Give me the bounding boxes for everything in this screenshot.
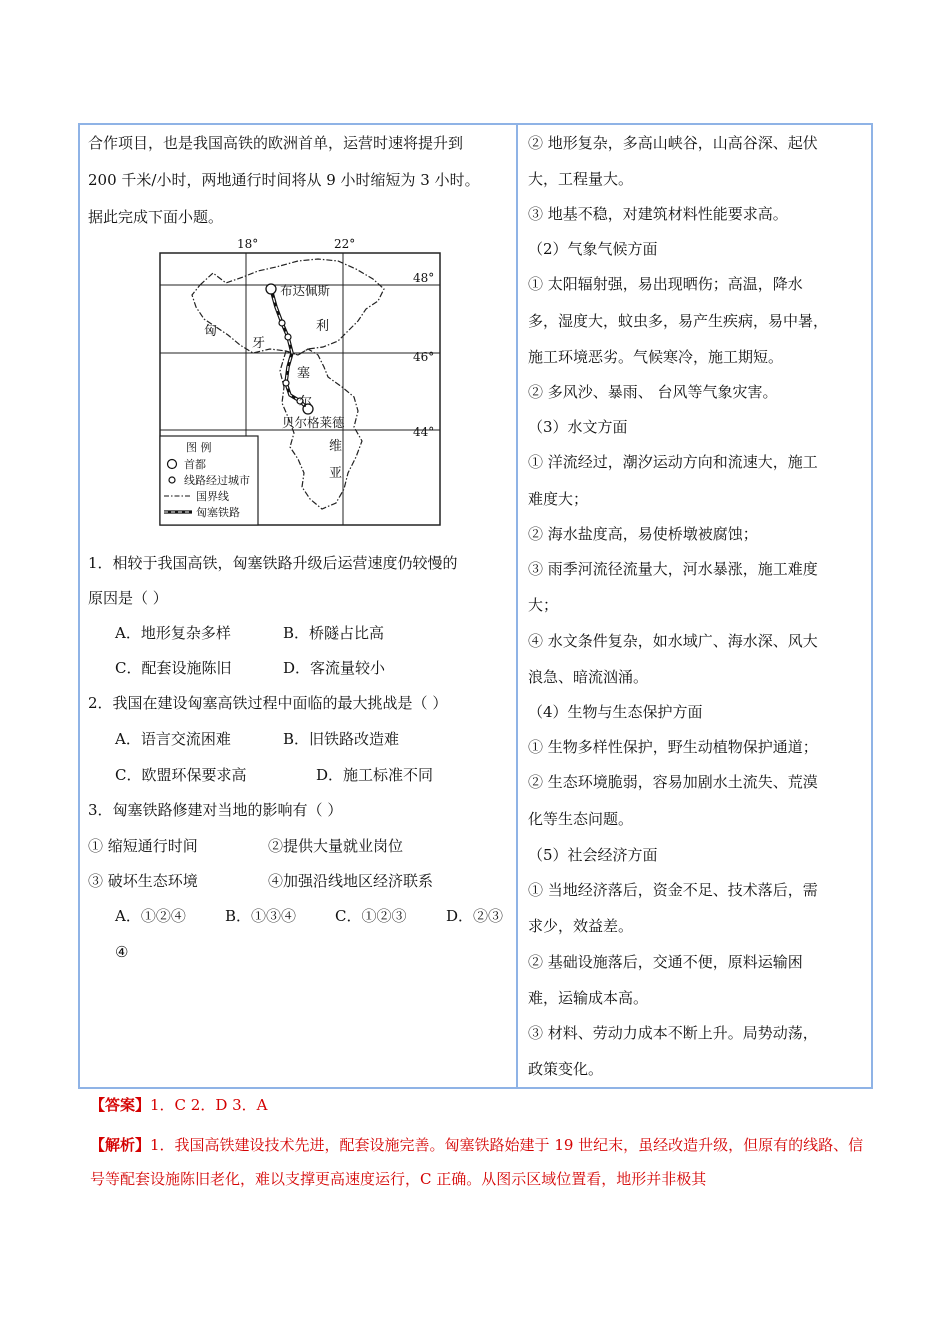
city-marker <box>283 380 289 386</box>
q2-option-b[interactable]: B．旧铁路改造难 <box>283 730 400 748</box>
belgrade-label: 贝尔格莱德 <box>282 415 345 430</box>
lat-label-48: 48° <box>413 271 435 285</box>
right-line: ① 太阳辐射强，易出现晒伤；高温，降水 <box>528 275 803 293</box>
answer-tag: 【答案】 <box>90 1096 151 1114</box>
right-section-heading: （5）社会经济方面 <box>528 846 658 864</box>
right-section-heading: （4）生物与生态保护方面 <box>528 703 703 721</box>
legend-border-label: 国界线 <box>196 490 229 503</box>
budapest-capital-marker <box>266 284 276 294</box>
q1-option-b[interactable]: B．桥隧占比高 <box>283 624 385 642</box>
legend-city-label: 线路经过城市 <box>184 474 250 487</box>
hungary-label-3: 利 <box>316 319 330 334</box>
serbia-label-1: 塞 <box>297 366 311 381</box>
legend-title: 图 例 <box>186 441 212 454</box>
right-line: 难，运输成本高。 <box>528 989 649 1007</box>
legend-capital-label: 首都 <box>184 458 206 471</box>
right-line: 求少，效益差。 <box>528 917 634 935</box>
q3-item-3: ③ 破坏生态环境 <box>88 872 198 890</box>
city-marker <box>285 334 291 340</box>
right-line: ② 生态环境脆弱，容易加剧水土流失、荒漠 <box>528 773 818 791</box>
right-line: ③ 地基不稳，对建筑材料性能要求高。 <box>528 205 788 223</box>
q3-option-d[interactable]: D．②③ <box>446 907 504 925</box>
serbia-label-4: 亚 <box>329 466 343 481</box>
lat-label-46: 46° <box>413 350 435 364</box>
q3-stem: 3．匈塞铁路修建对当地的影响有（ ） <box>88 801 343 819</box>
q3-option-a[interactable]: A．①②④ <box>115 907 186 925</box>
right-line: ④ 水文条件复杂，如水域广、海水深、风大 <box>528 632 818 650</box>
q2-stem: 2．我国在建设匈塞高铁过程中面临的最大挑战是（ ） <box>88 694 448 712</box>
right-line: 政策变化。 <box>528 1060 604 1078</box>
analysis-tag: 【解析】 <box>90 1136 151 1154</box>
q3-item-4: ④加强沿线地区经济联系 <box>268 872 434 890</box>
analysis-paragraph <box>90 1128 870 1196</box>
right-line: ③ 雨季河流径流量大，河水暴涨，施工难度 <box>528 560 818 578</box>
q3-item-2: ②提供大量就业岗位 <box>268 837 404 855</box>
legend-railway-label: 匈塞铁路 <box>196 506 240 519</box>
right-line: ① 当地经济落后，资金不足、技术落后，需 <box>528 881 818 899</box>
right-line: ① 洋流经过，潮汐运动方向和流速大，施工 <box>528 453 818 471</box>
q1-option-c[interactable]: C．配套设施陈旧 <box>115 659 232 677</box>
lon-label-22: 22° <box>334 237 356 251</box>
lat-label-44: 44° <box>413 425 435 439</box>
intro-line-2: 200 千米/小时，两地通行时间将从 9 小时缩短为 3 小时。 <box>88 171 480 189</box>
answer-line <box>90 1094 268 1115</box>
right-section-heading: （2）气象气候方面 <box>528 240 658 258</box>
right-line: 多，湿度大，蚊虫多，易产生疾病，易中暑， <box>528 312 829 330</box>
serbia-label-3: 维 <box>329 439 343 454</box>
q2-option-a[interactable]: A．语言交流困难 <box>115 730 231 748</box>
right-line: ② 多风沙、暴雨、 台风等气象灾害。 <box>528 383 778 401</box>
right-line: ① 生物多样性保护，野生动植物保护通道； <box>528 738 818 756</box>
right-line: ② 基础设施落后，交通不便，原料运输困 <box>528 953 803 971</box>
q3-item-1: ① 缩短通行时间 <box>88 837 198 855</box>
right-line: 大； <box>528 596 559 614</box>
hungary-label-2: 牙 <box>252 336 266 351</box>
right-line: ③ 材料、劳动力成本不断上升。局势动荡， <box>528 1024 818 1042</box>
q1-option-a[interactable]: A．地形复杂多样 <box>115 624 231 642</box>
q3-option-c[interactable]: C．①②③ <box>335 907 407 925</box>
lon-label-18: 18° <box>237 237 259 251</box>
right-line: 浪急、暗流汹涌。 <box>528 668 649 686</box>
q3-option-d-wrap: ④ <box>115 943 129 961</box>
intro-line-3: 据此完成下面小题。 <box>88 208 224 226</box>
city-marker <box>279 320 285 326</box>
content-table <box>78 123 873 1089</box>
right-line: 难度大； <box>528 490 589 508</box>
q1-stem-line-2: 原因是（ ） <box>88 589 168 607</box>
analysis-text: 1．我国高铁建设技术先进，配套设施完善。匈塞铁路始建于 19 世纪末，虽经改造升级，但原有的线路、信号等配套设施陈旧老化，难以支撑更高速度运行，C 正确。从图示区域位置看，地形并非极其 <box>90 1136 864 1188</box>
q3-option-b[interactable]: B．①③④ <box>225 907 297 925</box>
hungary-label-1: 匈 <box>204 324 218 339</box>
right-line: 化等生态问题。 <box>528 810 634 828</box>
right-section-heading: （3）水文方面 <box>528 418 628 436</box>
right-line: ② 海水盐度高，易使桥墩被腐蚀； <box>528 525 758 543</box>
serbia-label-2: 尔 <box>299 395 313 410</box>
budapest-label: 布达佩斯 <box>280 283 331 298</box>
answer-text: 1．C 2．D 3．A <box>150 1096 268 1114</box>
right-line: ② 地形复杂，多高山峡谷，山高谷深、起伏 <box>528 134 818 152</box>
right-line: 大，工程量大。 <box>528 170 634 188</box>
hungary-serbia-railway-map <box>158 237 442 527</box>
q1-option-d[interactable]: D．客流量较小 <box>283 659 386 677</box>
intro-line-1: 合作项目，也是我国高铁的欧洲首单，运营时速将提升到 <box>88 134 464 152</box>
q1-stem-line-1: 1．相较于我国高铁，匈塞铁路升级后运营速度仍较慢的 <box>88 554 458 572</box>
legend-capital-symbol <box>168 460 177 469</box>
legend-city-symbol <box>169 477 175 483</box>
q2-option-d[interactable]: D．施工标准不同 <box>316 766 434 784</box>
column-divider <box>516 125 518 1087</box>
right-line: 施工环境恶劣。气候寒冷，施工期短。 <box>528 348 784 366</box>
q2-option-c[interactable]: C．欧盟环保要求高 <box>115 766 247 784</box>
